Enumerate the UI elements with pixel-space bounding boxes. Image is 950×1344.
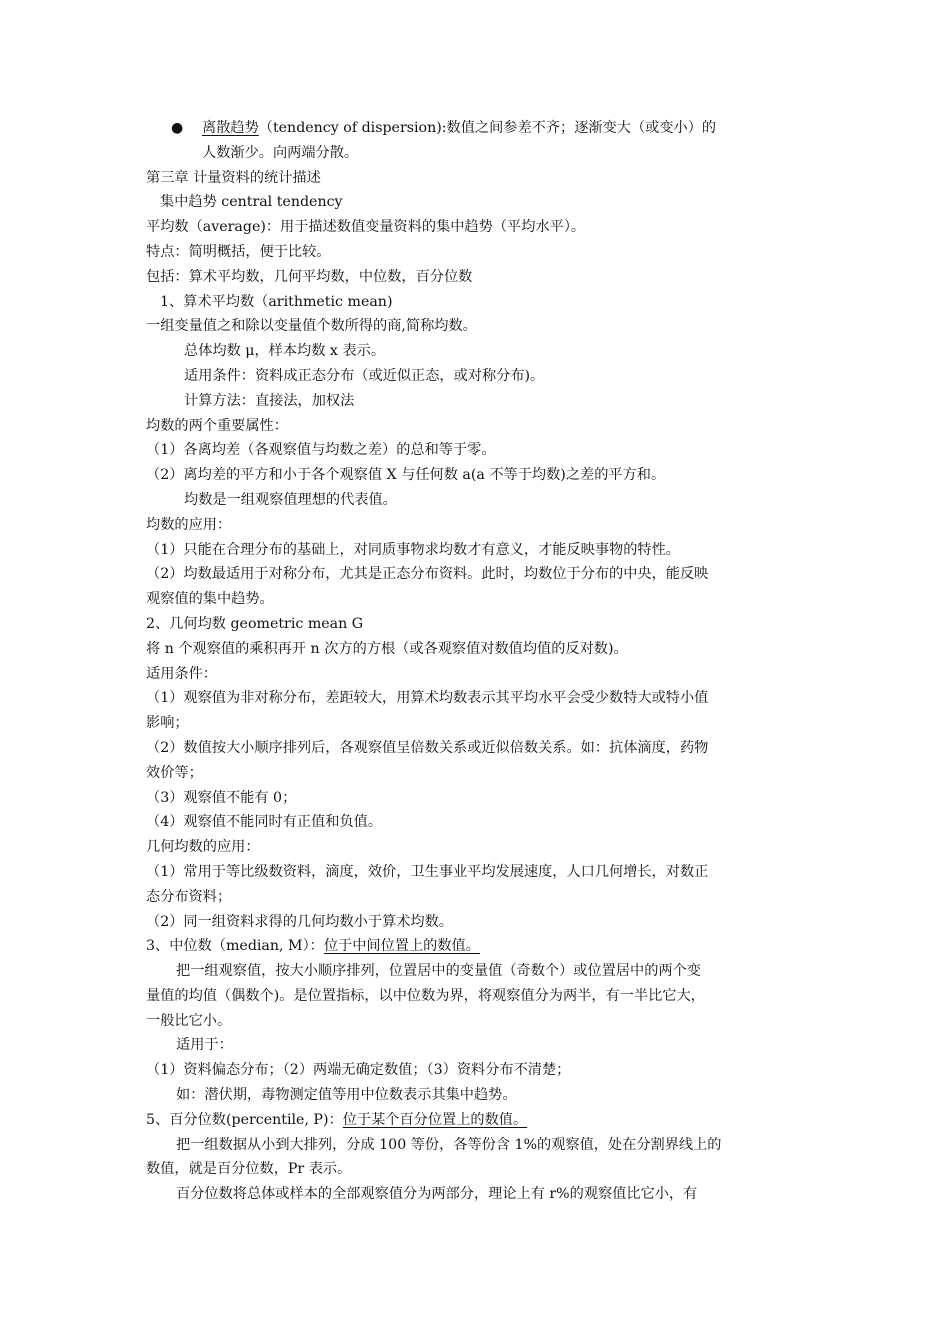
text-line: 平均数（average)：用于描述数值变量资料的集中趋势（平均水平）。	[146, 219, 586, 236]
text-line: （2）同一组资料求得的几何均数小于算术均数。	[146, 913, 453, 930]
text-line: 计算方法：直接法，加权法	[184, 392, 355, 409]
text-line: （2）离均差的平方和小于各个观察值 X 与任何数 a(a 不等于均数)之差的平方和。	[146, 467, 666, 484]
text-line: 适用条件：资料成正态分布（或近似正态，或对称分布)。	[184, 367, 545, 384]
text-line: 总体均数 μ，样本均数 x 表示。	[184, 343, 386, 360]
text-line: 均数是一组观察值理想的代表值。	[184, 491, 397, 508]
text-line: 把一组观察值，按大小顺序排列，位置居中的变量值（奇数个）或位置居中的两个变	[176, 963, 701, 980]
bullet-title: 离散趋势	[202, 120, 259, 136]
text-line: 均数的两个重要属性：	[146, 417, 288, 434]
text-line: 一组变量值之和除以变量值个数所得的商,简称均数。	[146, 318, 477, 335]
section-heading-median	[146, 934, 811, 959]
document-page	[146, 116, 811, 1207]
text-line: 特点：简明概括，便于比较。	[146, 243, 331, 260]
text-line: （4）观察值不能同时有正值和负值。	[146, 814, 383, 831]
text-line: （2）数值按大小顺序排列后，各观察值呈倍数关系或近似倍数关系。如：抗体滴度，药物	[146, 739, 709, 756]
text-line: 观察值的集中趋势。	[146, 591, 274, 608]
section-heading: 1、算术平均数（arithmetic mean)	[160, 293, 393, 310]
text-line: 适用于：	[176, 1037, 233, 1054]
text-line: 如：潜伏期，毒物测定值等用中位数表示其集中趋势。	[176, 1087, 517, 1104]
section-heading-percentile	[146, 1108, 811, 1133]
text-line: 态分布资料；	[146, 888, 232, 905]
text-line: 把一组数据从小到大排列，分成 100 等份，各等份含 1%的观察值，处在分割界线上的	[176, 1136, 722, 1153]
text-line: 适用条件：	[146, 665, 217, 682]
median-definition: 位于中间位置上的数值。	[323, 938, 480, 955]
text-line: （1）常用于等比级数资料，滴度，效价，卫生事业平均发展速度，人口几何增长，对数正	[146, 863, 709, 880]
percentile-label: 5、百分位数(percentile, P)：	[146, 1111, 343, 1128]
section-heading: 2、几何均数 geometric mean G	[146, 615, 364, 632]
text-line: （3）观察值不能有 0；	[146, 789, 297, 806]
bullet-text-continued: 人数渐少。向两端分散。	[202, 144, 359, 161]
text-line: 影响；	[146, 715, 189, 732]
text-line: 数值，就是百分位数，Pr 表示。	[146, 1161, 352, 1178]
text-line: （1）资料偏态分布；（2）两端无确定数值；（3）资料分布不清楚；	[146, 1062, 571, 1079]
text-line: 一般比它小。	[146, 1012, 232, 1029]
text-line: （1）观察值为非对称分布，差距较大，用算术均数表示其平均水平会受少数特大或特小值	[146, 690, 709, 707]
bullet-text: （tendency of dispersion):数值之间参差不齐；逐渐变大（或变小）的	[258, 120, 717, 136]
chapter-heading: 第三章 计量资料的统计描述	[146, 169, 321, 186]
text-line: 将 n 个观察值的乘积再开 n 次方的方根（或各观察值对数值均值的反对数)。	[146, 640, 628, 657]
text-line: 百分位数将总体或样本的全部观察值分为两部分，理论上有 r%的观察值比它小，有	[176, 1186, 698, 1203]
median-label: 3、中位数（median, M）：	[146, 938, 324, 955]
text-line: （1）只能在合理分布的基础上，对同质事物求均数才有意义，才能反映事物的特性。	[146, 541, 680, 558]
text-line: （2）均数最适用于对称分布，尤其是正态分布资料。此时，均数位于分布的中央，能反映	[146, 566, 709, 583]
text-line: 集中趋势 central tendency	[160, 194, 343, 211]
percentile-definition: 位于某个百分位置上的数值。	[342, 1111, 528, 1128]
bullet-dispersion	[146, 116, 811, 141]
bullet-dot-icon: ●	[171, 120, 184, 136]
text-line: 包括：算术平均数，几何平均数，中位数，百分位数	[146, 268, 473, 285]
text-line: 量值的均值（偶数个)。是位置指标，以中位数为界，将观察值分为两半，有一半比它大，	[146, 987, 705, 1004]
text-line: 几何均数的应用：	[146, 839, 260, 856]
text-line: 均数的应用：	[146, 516, 232, 533]
text-line: （1）各离均差（各观察值与均数之差）的总和等于零。	[146, 442, 496, 459]
text-line: 效价等；	[146, 764, 203, 781]
